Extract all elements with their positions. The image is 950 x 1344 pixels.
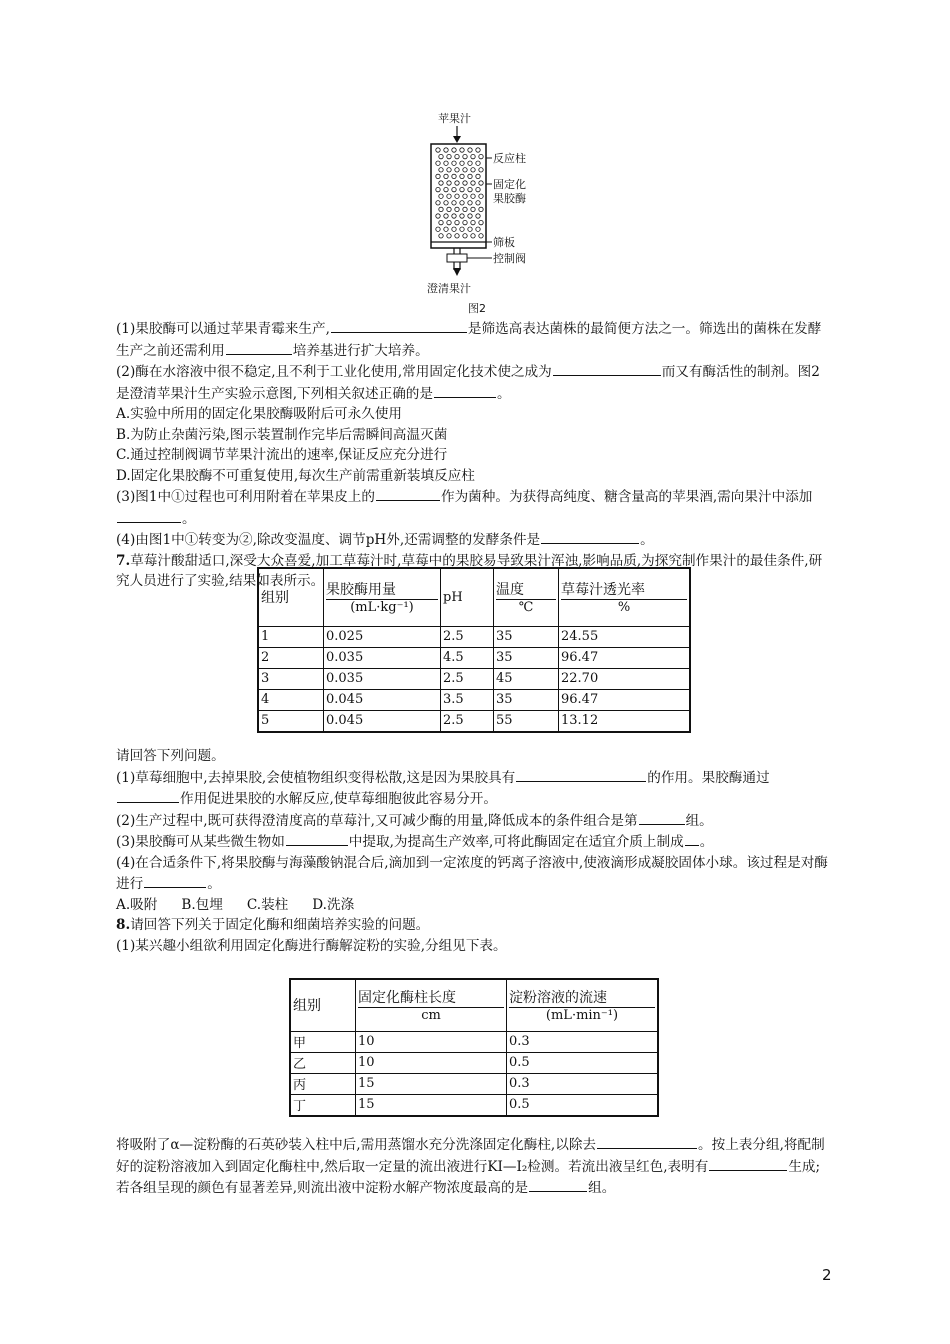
enzyme-bead bbox=[436, 214, 440, 218]
option-a[interactable]: A.吸附 bbox=[116, 896, 158, 913]
enzyme-bead bbox=[471, 234, 475, 238]
text: (4)由图1中①转变为②,除改变温度、调节pH外,还需调整的发酵条件是 bbox=[116, 532, 541, 548]
answer-blank[interactable] bbox=[376, 486, 440, 501]
text: (3)图1中①过程也可利用附着在苹果皮上的 bbox=[116, 489, 375, 505]
enzyme-bead bbox=[463, 168, 467, 172]
page-number: 2 bbox=[822, 1266, 832, 1284]
fig-bottom-label: 澄清果汁 bbox=[427, 282, 471, 295]
text: (2)酶在水溶液中很不稳定,且不利于工业化使用,常用固定化技术使之成为 bbox=[116, 364, 552, 380]
q8-intro bbox=[116, 915, 832, 936]
enzyme-bead bbox=[476, 214, 480, 218]
cell: 13.12 bbox=[559, 710, 691, 732]
enzyme-bead bbox=[452, 187, 456, 191]
enzyme-bead bbox=[460, 187, 464, 191]
enzyme-bead bbox=[439, 194, 443, 198]
enzyme-bead bbox=[436, 187, 440, 191]
fig-caption: 图2 bbox=[468, 302, 486, 315]
header-temp bbox=[494, 568, 559, 626]
table-row bbox=[258, 647, 690, 668]
text: 作用促进果胶的水解反应,使草莓细胞彼此容易分开。 bbox=[180, 791, 497, 807]
enzyme-bead bbox=[447, 194, 451, 198]
enzyme-bead bbox=[479, 207, 483, 211]
cell: 10 bbox=[356, 1052, 507, 1073]
enzyme-bead bbox=[468, 187, 472, 191]
enzyme-bead bbox=[463, 220, 467, 224]
text: (4)在合适条件下,将果胶酶与海藻酸钠混合后,滴加到一定浓度的钙离子溶液中,使液滴形成凝胶固体小球。该过程是对酶进行 bbox=[116, 854, 828, 892]
enzyme-bead bbox=[471, 207, 475, 211]
enzyme-bead bbox=[452, 174, 456, 178]
enzyme-bead bbox=[463, 207, 467, 211]
cell: 1 bbox=[258, 626, 324, 647]
enzyme-bead bbox=[455, 220, 459, 224]
text: 而又有酶活性的制剂。图2是澄清苹果汁生产实验示意图,下列相关叙述正确的是 bbox=[116, 364, 820, 402]
cell: 15 bbox=[356, 1073, 507, 1094]
fig-label-fixed: 固定化 bbox=[493, 178, 526, 191]
answer-blank[interactable] bbox=[117, 788, 179, 803]
enzyme-bead bbox=[476, 201, 480, 205]
enzyme-bead bbox=[463, 181, 467, 185]
cell: 0.035 bbox=[324, 668, 441, 689]
text: 的作用。果胶酶通过 bbox=[647, 769, 770, 786]
cell: 96.47 bbox=[559, 689, 691, 710]
table-row bbox=[258, 689, 690, 710]
enzyme-bead bbox=[452, 161, 456, 165]
q6-part1 bbox=[116, 318, 832, 361]
table-row bbox=[290, 1052, 658, 1073]
cell: 丁 bbox=[290, 1094, 356, 1116]
enzyme-bead bbox=[436, 227, 440, 231]
text: 固定化酶柱长度 bbox=[358, 987, 504, 1008]
q6-option-c: C.通过控制阀调节苹果汁流出的速率,保证反应充分进行 bbox=[116, 447, 448, 463]
enzyme-bead bbox=[468, 214, 472, 218]
enzyme-bead bbox=[476, 161, 480, 165]
cell: 0.045 bbox=[324, 710, 441, 732]
q6-part3 bbox=[116, 486, 832, 529]
enzyme-bead bbox=[436, 201, 440, 205]
text: (1)草莓细胞中,去掉果胶,会使植物组织变得松散,这是因为果胶具有 bbox=[116, 769, 516, 786]
text: 草莓汁透光率 bbox=[561, 579, 687, 600]
fig-label-column: 反应柱 bbox=[493, 152, 526, 165]
q7-part3 bbox=[116, 831, 832, 853]
text: 。按上表分组,将配制好的淀粉溶液加入到固定化酶柱中,然后取一定量的流出液进行KI—I₂检测。若流出液呈红色,表明有 bbox=[116, 1137, 825, 1175]
enzyme-bead bbox=[460, 214, 464, 218]
enzyme-bead bbox=[455, 194, 459, 198]
answer-blank[interactable] bbox=[541, 529, 639, 544]
pectinase-table bbox=[257, 567, 691, 733]
text: 草莓汁酸甜适口,深受大众喜爱,加工草莓汁时,草莓中的果胶易导致果汁浑浊,影响品质,为探究制作果汁的最佳条件,研究人员进行了实验,结果如表所示。 bbox=[116, 552, 823, 589]
enzyme-bead bbox=[444, 214, 448, 218]
cell: 0.045 bbox=[324, 689, 441, 710]
enzyme-bead bbox=[471, 168, 475, 172]
text: 作为菌种。为获得高纯度、糖含量高的苹果酒,需向果汁中添加 bbox=[441, 489, 813, 505]
enzyme-bead bbox=[447, 181, 451, 185]
enzyme-bead bbox=[479, 181, 483, 185]
enzyme-bead bbox=[439, 234, 443, 238]
table-row bbox=[258, 710, 690, 732]
cell: 丙 bbox=[290, 1073, 356, 1094]
cell: 2 bbox=[258, 647, 324, 668]
enzyme-bead bbox=[455, 154, 459, 158]
enzyme-bead bbox=[479, 168, 483, 172]
enzyme-bead bbox=[479, 220, 483, 224]
answer-blank[interactable] bbox=[434, 383, 496, 398]
text: 。 bbox=[496, 385, 511, 402]
column-diagram bbox=[400, 108, 560, 318]
answer-blank[interactable] bbox=[516, 767, 646, 782]
cell: 35 bbox=[494, 647, 559, 668]
table-row bbox=[258, 626, 690, 647]
cell: 0.5 bbox=[507, 1094, 659, 1116]
cell: 5 bbox=[258, 710, 324, 732]
enzyme-bead bbox=[471, 181, 475, 185]
enzyme-bead bbox=[444, 148, 448, 152]
text: (3)果胶酶可从某些微生物如 bbox=[116, 834, 285, 850]
q7-options bbox=[116, 895, 832, 916]
question-number: 7. bbox=[116, 552, 131, 569]
fig-label-valve: 控制阀 bbox=[493, 252, 526, 265]
enzyme-bead bbox=[447, 220, 451, 224]
text: (2)生产过程中,既可获得澄清度高的草莓汁,又可减少酶的用量,降低成本的条件组合是第 bbox=[116, 812, 638, 829]
option-b[interactable]: B.包埋 bbox=[181, 896, 223, 913]
q6-part4 bbox=[116, 529, 832, 551]
enzyme-bead bbox=[444, 174, 448, 178]
enzyme-bead bbox=[439, 220, 443, 224]
enzyme-bead bbox=[476, 227, 480, 231]
enzyme-bead bbox=[468, 161, 472, 165]
header-flow bbox=[507, 979, 659, 1031]
answer-blank[interactable] bbox=[685, 831, 699, 846]
enzyme-bead bbox=[476, 187, 480, 191]
enzyme-bead bbox=[439, 181, 443, 185]
enzyme-bead bbox=[471, 194, 475, 198]
enzyme-bead bbox=[447, 168, 451, 172]
table-row bbox=[258, 668, 690, 689]
answer-blank[interactable] bbox=[639, 810, 685, 825]
answer-blank[interactable] bbox=[144, 873, 206, 888]
q7-ask: 请回答下列问题。 bbox=[116, 748, 225, 764]
q6-option-a: A.实验中所用的固定化果胶酶吸附后可永久使用 bbox=[116, 406, 403, 422]
enzyme-bead bbox=[471, 220, 475, 224]
answer-blank[interactable] bbox=[286, 831, 348, 846]
option-d[interactable]: D.洗涤 bbox=[312, 896, 355, 913]
answer-blank[interactable] bbox=[331, 318, 467, 333]
enzyme-bead bbox=[436, 174, 440, 178]
answer-blank[interactable] bbox=[553, 361, 661, 376]
enzyme-bead bbox=[455, 181, 459, 185]
cell: 35 bbox=[494, 689, 559, 710]
enzyme-bead bbox=[460, 174, 464, 178]
cell: 22.70 bbox=[559, 668, 691, 689]
answer-blank[interactable] bbox=[226, 340, 292, 355]
enzyme-bead bbox=[444, 227, 448, 231]
enzyme-bead bbox=[468, 201, 472, 205]
answer-blank[interactable] bbox=[529, 1177, 587, 1192]
enzyme-bead bbox=[460, 148, 464, 152]
q7-part2 bbox=[116, 810, 832, 832]
enzyme-bead bbox=[479, 154, 483, 158]
cell: 2.5 bbox=[441, 710, 494, 732]
enzyme-bead bbox=[452, 201, 456, 205]
fig-top-label: 苹果汁 bbox=[438, 112, 471, 125]
enzyme-bead bbox=[468, 148, 472, 152]
enzyme-bead bbox=[447, 234, 451, 238]
cell: 0.3 bbox=[507, 1031, 659, 1052]
cell: 4 bbox=[258, 689, 324, 710]
enzyme-bead bbox=[439, 154, 443, 158]
q6-option-b: B.为防止杂菌污染,图示装置制作完毕后需瞬间高温灭菌 bbox=[116, 426, 448, 443]
text: 。 bbox=[699, 834, 714, 850]
q8-part1: (1)某兴趣小组欲利用固定化酶进行酶解淀粉的实验,分组见下表。 bbox=[116, 937, 507, 954]
cell: 甲 bbox=[290, 1031, 356, 1052]
table-row bbox=[290, 1073, 658, 1094]
answer-blank[interactable] bbox=[597, 1134, 697, 1149]
table-row bbox=[290, 1031, 658, 1052]
cell: 4.5 bbox=[441, 647, 494, 668]
cell: 24.55 bbox=[559, 626, 691, 647]
text: (mL·min⁻¹) bbox=[545, 1008, 619, 1024]
q6-option-d: D.固定化果胶酶不可重复使用,每次生产前需重新装填反应柱 bbox=[116, 467, 475, 484]
cell: 0.5 bbox=[507, 1052, 659, 1073]
q8-paragraph bbox=[116, 1134, 832, 1199]
text: 。 bbox=[207, 876, 221, 892]
text: 温度 bbox=[496, 579, 556, 600]
enzyme-column-table bbox=[289, 978, 659, 1117]
enzyme-bead bbox=[452, 214, 456, 218]
enzyme-bead bbox=[455, 207, 459, 211]
enzyme-bead bbox=[471, 154, 475, 158]
cell: 2.5 bbox=[441, 626, 494, 647]
text: 是筛选高表达菌株的最简便方法之一。筛选出的菌株在发酵生产之前还需利用 bbox=[116, 321, 822, 359]
enzyme-bead bbox=[444, 161, 448, 165]
header-pectinase bbox=[324, 568, 441, 626]
enzyme-bead bbox=[436, 148, 440, 152]
text: % bbox=[617, 600, 631, 616]
answer-blank[interactable] bbox=[709, 1156, 787, 1171]
text: 中提取,为提高生产效率,可将此酶固定在适宜介质上制成 bbox=[348, 834, 684, 850]
text: 将吸附了α—淀粉酶的石英砂装入柱中后,需用蒸馏水充分洗涤固定化酶柱,以除去 bbox=[116, 1137, 597, 1153]
enzyme-bead bbox=[452, 227, 456, 231]
text: 。 bbox=[182, 510, 196, 527]
enzyme-bead bbox=[463, 154, 467, 158]
cell: 3 bbox=[258, 668, 324, 689]
enzyme-bead bbox=[444, 201, 448, 205]
option-c[interactable]: C.装柱 bbox=[246, 896, 289, 913]
enzyme-bead bbox=[479, 234, 483, 238]
enzyme-bead bbox=[439, 168, 443, 172]
header-ph: pH bbox=[441, 568, 494, 626]
cell: 55 bbox=[494, 710, 559, 732]
text: 生成;若各组呈现的颜色有显著差异,则流出液中淀粉水解产物浓度最高的是 bbox=[116, 1158, 821, 1196]
text: (1)果胶酶可以通过苹果青霉来生产, bbox=[116, 321, 330, 337]
enzyme-bead bbox=[460, 201, 464, 205]
cell: 0.025 bbox=[324, 626, 441, 647]
enzyme-bead bbox=[463, 234, 467, 238]
answer-blank[interactable] bbox=[117, 508, 181, 523]
enzyme-bead bbox=[436, 161, 440, 165]
cell: 35 bbox=[494, 626, 559, 647]
enzyme-bead bbox=[444, 187, 448, 191]
cell: 10 bbox=[356, 1031, 507, 1052]
cell: 0.3 bbox=[507, 1073, 659, 1094]
enzyme-bead bbox=[452, 148, 456, 152]
cell: 3.5 bbox=[441, 689, 494, 710]
enzyme-bead bbox=[455, 168, 459, 172]
q7-part1 bbox=[116, 767, 832, 810]
text: cm bbox=[421, 1008, 441, 1024]
cell: 96.47 bbox=[559, 647, 691, 668]
enzyme-bead bbox=[447, 154, 451, 158]
text: 请回答下列关于固定化酶和细菌培养实验的问题。 bbox=[130, 917, 430, 933]
enzyme-bead bbox=[479, 194, 483, 198]
cell: 45 bbox=[494, 668, 559, 689]
enzyme-bead bbox=[460, 161, 464, 165]
text: 培养基进行扩大培养。 bbox=[292, 342, 429, 359]
text: (mL·kg⁻¹) bbox=[350, 600, 414, 616]
text: 组。 bbox=[685, 812, 713, 829]
cell: 2.5 bbox=[441, 668, 494, 689]
enzyme-bead bbox=[439, 207, 443, 211]
enzyme-bead bbox=[468, 174, 472, 178]
enzyme-bead bbox=[468, 227, 472, 231]
header-group: 组别 bbox=[258, 568, 324, 626]
text: 果胶酶用量 bbox=[326, 579, 438, 600]
question-number: 8. bbox=[116, 917, 131, 933]
enzyme-bead bbox=[447, 207, 451, 211]
q7-questions bbox=[116, 746, 832, 956]
header-length bbox=[356, 979, 507, 1031]
q6-part2 bbox=[116, 361, 832, 404]
enzyme-bead bbox=[476, 148, 480, 152]
enzyme-bead bbox=[463, 194, 467, 198]
text: 组。 bbox=[588, 1180, 616, 1196]
header-transmittance bbox=[559, 568, 691, 626]
q8-text bbox=[116, 1134, 832, 1199]
q7-part4 bbox=[116, 853, 832, 895]
q6-block bbox=[116, 318, 832, 592]
cell: 0.035 bbox=[324, 647, 441, 668]
text: 淀粉溶液的流速 bbox=[509, 987, 655, 1008]
enzyme-bead bbox=[460, 227, 464, 231]
enzyme-bead bbox=[455, 234, 459, 238]
cell: 15 bbox=[356, 1094, 507, 1116]
fig-label-pectinase: 果胶酶 bbox=[493, 192, 526, 205]
table-row bbox=[290, 1094, 658, 1116]
cell: 乙 bbox=[290, 1052, 356, 1073]
enzyme-bead bbox=[476, 174, 480, 178]
text: 。 bbox=[640, 532, 654, 548]
text: ℃ bbox=[518, 600, 534, 616]
header-group: 组别 bbox=[290, 979, 356, 1031]
fig-label-sieve: 筛板 bbox=[493, 236, 515, 249]
